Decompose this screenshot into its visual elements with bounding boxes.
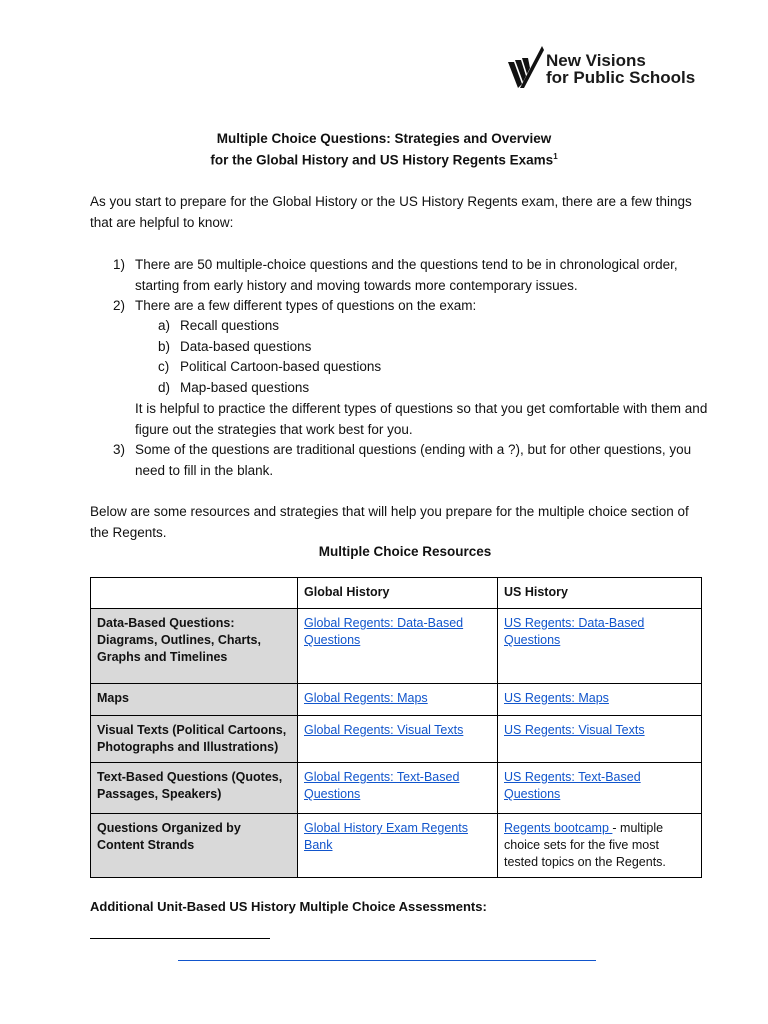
sublist-marker: a) xyxy=(158,318,171,333)
global-maps-link[interactable]: Global Regents: Maps xyxy=(304,691,428,705)
sublist-text: Map-based questions xyxy=(180,380,310,395)
list-text: There are a few different types of questions on the exam: xyxy=(135,298,477,313)
additional-assessments-heading: Additional Unit-Based US History Multiple Choice Assessments: xyxy=(90,899,487,914)
us-cell xyxy=(498,814,702,878)
header-us-history: US History xyxy=(498,578,702,609)
us-text-based-link[interactable]: US Regents: Text-Based Questions xyxy=(504,770,641,801)
us-cell xyxy=(498,763,702,814)
us-cell xyxy=(498,684,702,716)
row-label: Data-Based Questions: Diagrams, Outlines, Charts, Graphs and Timelines xyxy=(91,609,298,684)
global-cell xyxy=(298,684,498,716)
logo-line-2: for Public Schools xyxy=(546,68,696,87)
sublist-item-a xyxy=(158,315,279,336)
table-row xyxy=(91,763,702,814)
sublist-text: Data-based questions xyxy=(180,339,312,354)
table-row xyxy=(91,716,702,763)
document-title-line-1: Multiple Choice Questions: Strategies and Overview xyxy=(216,131,552,146)
global-cell xyxy=(298,609,498,684)
sublist-item-d xyxy=(158,377,309,398)
sublist-marker: d) xyxy=(158,380,171,395)
global-cell xyxy=(298,814,498,878)
resources-intro: Below are some resources and strategies that will help you prepare for the multiple choice section of the Regents. xyxy=(90,504,689,540)
list-text: Some of the questions are traditional questions (ending with a ?), but for other questions, you need to fill in the blank. xyxy=(135,442,692,478)
row-label: Text-Based Questions (Quotes, Passages, Speakers) xyxy=(91,763,298,814)
sublist-text: Political Cartoon-based questions xyxy=(180,359,382,374)
global-exam-bank-link[interactable]: Global History Exam Regents Bank xyxy=(304,821,468,852)
us-cell xyxy=(498,716,702,763)
global-data-based-link[interactable]: Global Regents: Data-Based Questions xyxy=(304,616,464,647)
intro-paragraph: As you start to prepare for the Global History or the US History Regents exam, there are a few things that are helpful to know: xyxy=(90,194,692,230)
us-data-based-link[interactable]: US Regents: Data-Based Questions xyxy=(504,616,645,647)
footnote-link-underline[interactable] xyxy=(178,960,596,961)
row-label: Maps xyxy=(91,684,298,716)
footnote-marker: 1 xyxy=(553,152,558,161)
list-marker: 1) xyxy=(113,257,126,272)
check-stripes-icon xyxy=(506,46,544,88)
logo-line-1: New Visions xyxy=(546,51,646,70)
footnote-separator xyxy=(90,938,270,939)
sublist-item-c xyxy=(158,356,381,377)
table-row xyxy=(91,609,702,684)
list-marker: 3) xyxy=(113,442,126,457)
row-label: Questions Organized by Content Strands xyxy=(91,814,298,878)
sublist-marker: c) xyxy=(158,359,170,374)
list-text: There are 50 multiple-choice questions and the questions tend to be in chronological order, starting from early history and moving towards more contemporary issues. xyxy=(135,257,678,293)
logo-text xyxy=(546,52,695,86)
list-note: It is helpful to practice the different types of questions so that you get comfortable with them and figure out the strategies that work best for you. xyxy=(135,401,708,437)
bootcamp-description: - multiple choice sets for the five most tested topics on the Regents. xyxy=(504,821,666,869)
new-visions-logo xyxy=(506,46,696,90)
resources-table xyxy=(90,577,702,878)
global-cell xyxy=(298,716,498,763)
row-label: Visual Texts (Political Cartoons, Photographs and Illustrations) xyxy=(91,716,298,763)
table-header-row xyxy=(91,578,702,609)
table-row xyxy=(91,684,702,716)
us-cell xyxy=(498,609,702,684)
sublist-item-b xyxy=(158,336,311,357)
global-text-based-link[interactable]: Global Regents: Text-Based Questions xyxy=(304,770,460,801)
header-cell-empty xyxy=(91,578,298,609)
regents-bootcamp-link[interactable]: Regents bootcamp xyxy=(504,821,613,835)
us-visual-texts-link[interactable]: US Regents: Visual Texts xyxy=(504,723,645,737)
table-title: Multiple Choice Resources xyxy=(318,544,492,559)
document-title-line-2 xyxy=(0,152,768,168)
title-line-2-text: for the Global History and US History Regents Exams xyxy=(210,152,554,168)
header-global-history: Global History xyxy=(298,578,498,609)
list-marker: 2) xyxy=(113,298,126,313)
global-cell xyxy=(298,763,498,814)
global-visual-texts-link[interactable]: Global Regents: Visual Texts xyxy=(304,723,464,737)
sublist-marker: b) xyxy=(158,339,171,354)
sublist-text: Recall questions xyxy=(180,318,280,333)
us-maps-link[interactable]: US Regents: Maps xyxy=(504,691,609,705)
table-row xyxy=(91,814,702,878)
